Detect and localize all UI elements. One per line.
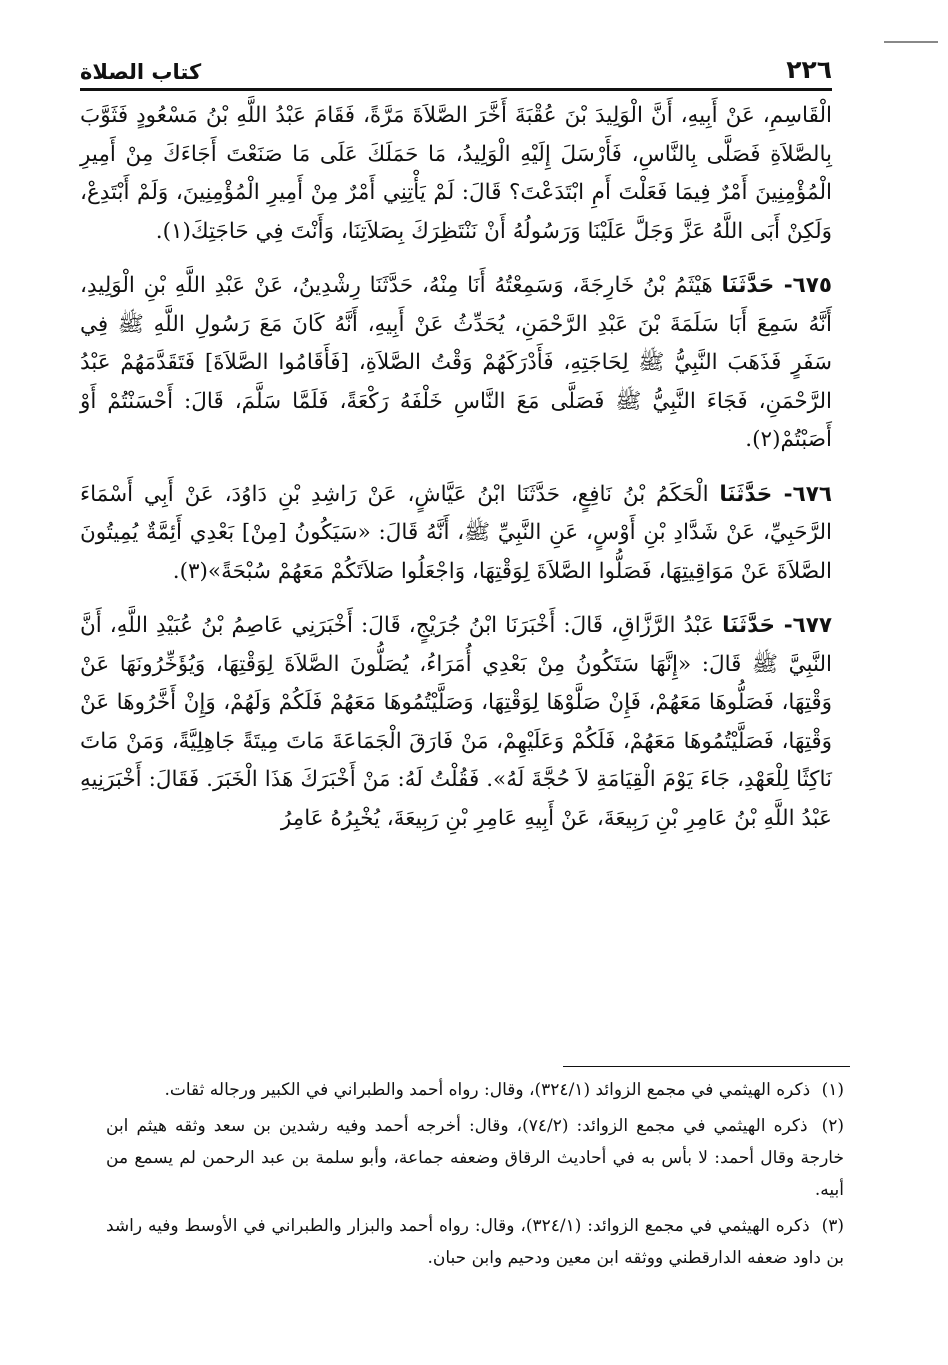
hadith-676 <box>80 476 832 592</box>
page-header <box>80 48 832 84</box>
footnotes <box>106 1074 844 1278</box>
book-page <box>80 48 832 854</box>
running-title: كتاب الصلاة <box>80 60 202 84</box>
hadith-number: ٦٧٧- حَدَّثَنَا <box>722 613 832 638</box>
footnote-3 <box>106 1210 844 1274</box>
footnote-text: ذكره الهيثمي في مجمع الزوائد: (٣٢٤/١)، وقال: رواه أحمد والبزار والطبراني في الأوسط وفيه راشد بن داود ضعفه الدارقطني ووثقه ابن معين ودحيم وابن حبان. <box>106 1216 844 1268</box>
page-number: ٢٢٦ <box>786 55 832 84</box>
footnote-text: ذكره الهيثمي في مجمع الزوائد: (٧٤/٢)، وقال: أخرجه أحمد وفيه رشدين بن سعد وثقه هيثم ابن خارجة وقال أحمد: لا بأس به في أحاديث الرقاق وضعفه جماعة، وأبو سلمة بن عبد الرحمن لم يسمع من أبيه. <box>106 1116 844 1200</box>
hadith-677 <box>80 607 832 838</box>
header-rule <box>80 88 832 91</box>
main-text <box>80 97 832 838</box>
footnote-number: (١) <box>821 1080 844 1100</box>
footnote-separator <box>563 1066 850 1067</box>
footnote-2 <box>106 1110 844 1206</box>
scan-edge-mark <box>884 41 938 43</box>
hadith-text: هَيْثَمُ بْنُ خَارِجَةَ، وَسَمِعْتُهُ أَنَا مِنْهُ، حَدَّثَنَا رِشْدِينُ، عَنْ عَبْدِ اللَّهِ بْنِ الْوَلِيدِ، أَنَّهُ سَمِعَ أَبَا سَلَمَةَ بْنَ عَبْدِ الرَّحْمَنِ، يُحَدِّثُ عَنْ أَبِيهِ، أَنَّهُ كَانَ مَعَ رَسُولِ اللَّهِ ﷺ فِي سَفَرٍ فَذَهَبَ النَّبِيُّ ﷺ لِحَاجَتِهِ، فَأَدْرَكَهُمْ وَقْتُ الصَّلاَةِ، [فَأَقَامُوا الصَّلاَةَ] فَتَقَدَّمَهُمْ عَبْدُ الرَّحْمَنِ، فَجَاءَ النَّبِيُّ ﷺ فَصَلَّى مَعَ النَّاسِ خَلْفَهُ رَكْعَةً، فَلَمَّا سَلَّمَ، قَالَ: أَحْسَنْتُمْ أَوْ أَصَبْتُمْ(٢). <box>80 273 832 452</box>
footnote-number: (٣) <box>821 1216 844 1236</box>
footnote-text: ذكره الهيثمي في مجمع الزوائد (٣٢٤/١)، وقال: رواه أحمد والطبراني في الكبير ورجاله ثقات. <box>164 1080 811 1100</box>
hadith-number: ٦٧٦- حَدَّثَنَا <box>719 481 832 507</box>
hadith-text: عَبْدُ الرَّزَّاقِ، قَالَ: أَخْبَرَنَا ابْنُ جُرَيْجٍ، قَالَ: أَخْبَرَنِي عَاصِمُ بْنُ عُبَيْدِ اللَّهِ، أَنَّ النَّبِيَّ ﷺ قَالَ: «إِنَّهَا سَتَكُونُ مِنْ بَعْدِي أُمَرَاءُ، يُصَلُّونَ الصَّلاَةَ لِوَقْتِهَا، وَيُؤَخِّرُونَهَا عَنْ وَقْتِهَا، فَصَلُّوهَا مَعَهُمْ، فَإِنْ صَلَّوْهَا لِوَقْتِهَا، وَصَلَّيْتُمُوهَا مَعَهُمْ فَلَكُمْ وَلَهُمْ، وَإِنْ أَخَّرُوهَا عَنْ وَقْتِهَا، فَصَلَّيْتُمُوهَا مَعَهُمْ، فَلَكُمْ وَعَلَيْهِمْ، مَنْ فَارَقَ الْجَمَاعَةَ مَاتَ مِيتَةً جَاهِلِيَّةً، وَمَنْ مَاتَ نَاكِثًا لِلْعَهْدِ، جَاءَ يَوْمَ الْقِيَامَةِ لاَ حُجَّةَ لَهُ». فَقُلْتُ لَهُ: مَنْ أَخْبَرَكَ هَذَا الْخَبَرَ. فَقَالَ: أَخْبَرَنِيهِ عَبْدُ اللَّهِ بْنُ عَامِرِ بْنِ رَبِيعَةَ، عَنْ أَبِيهِ عَامِرِ بْنِ رَبِيعَةَ، يُخْبِرُهُ عَامِرُ <box>80 613 832 831</box>
hadith-text: الْحَكَمُ بْنُ نَافِعٍ، حَدَّثَنَا ابْنُ عَيَّاشٍ، عَنْ رَاشِدِ بْنِ دَاوُدَ، عَنْ أَبِي أَسْمَاءَ الرَّحَبِيِّ، عَنْ شَدَّادِ بْنِ أَوْسٍ، عَنِ النَّبِيِّ ﷺ، أَنَّهُ قَالَ: «سَيَكُونُ [مِنْ] بَعْدِي أَئِمَّةٌ يُمِيتُونَ الصَّلاَةَ عَنْ مَوَاقِيتِهَا، فَصَلُّوا الصَّلاَةَ لِوَقْتِهَا، وَاجْعَلُوا صَلاَتَكُمْ مَعَهُمْ سُبْحَةً»(٣). <box>80 481 832 584</box>
footnote-1 <box>106 1074 844 1106</box>
footnote-number: (٢) <box>821 1116 845 1136</box>
hadith-675 <box>80 267 832 460</box>
hadith-number: ٦٧٥- حَدَّثَنَا <box>721 273 832 298</box>
paragraph-text: الْقَاسِمِ، عَنْ أَبِيهِ، أَنَّ الْوَلِيدَ بْنَ عُقْبَةَ أَخَّرَ الصَّلاَةَ مَرَّةً، فَقَامَ عَبْدُ اللَّهِ بْنُ مَسْعُودٍ فَثَوَّبَ بِالصَّلاَةِ فَصَلَّى بِالنَّاسِ، فَأَرْسَلَ إِلَيْهِ الْوَلِيدُ، مَا حَمَلَكَ عَلَى مَا صَنَعْتَ أَجَاءَكَ مِنْ أَمِيرِ الْمُؤْمِنِينَ أَمْرٌ فِيمَا فَعَلْتَ أَمِ ابْتَدَعْتَ؟ قَالَ: لَمْ يَأْتِنِي أَمْرٌ مِنْ أَمِيرِ الْمُؤْمِنِينَ، وَلَمْ أَبْتَدِعْ، وَلَكِنْ أَبَى اللَّهُ عَزَّ وَجَلَّ عَلَيْنَا وَرَسُولُهُ أَنْ نَنْتَظِرَكَ بِصَلاَتِنَا، وَأَنْتَ فِي حَاجَتِكَ(١). <box>80 103 832 244</box>
paragraph-continuation <box>80 97 832 251</box>
